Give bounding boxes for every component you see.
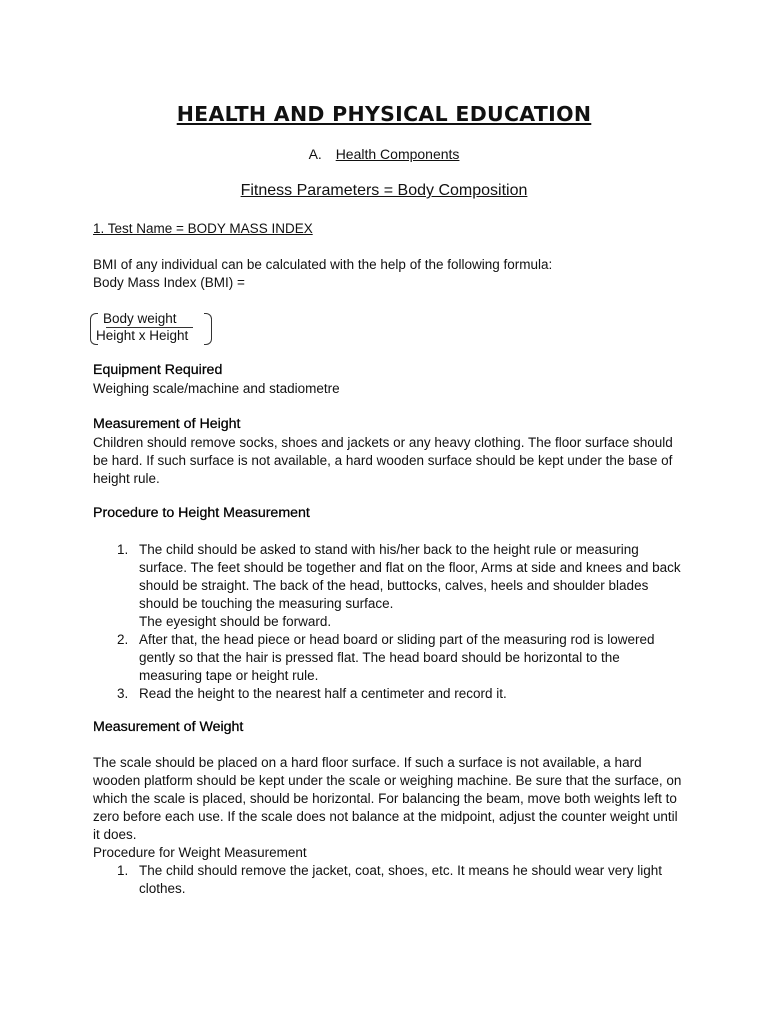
list-item <box>93 685 683 703</box>
weight-measurement-text: The scale should be placed on a hard floor surface. If such a surface is not available, a hard wooden platform should be kept under the scale or weighing machine. Be sure that the surface, on which the scale is placed, should be horizontal. For balancing the beam, move both weights left to zero before each use. If the scale does not balance at the midpoint, adjust the counter weight until it does. <box>93 755 682 842</box>
list-item-text: Read the height to the nearest half a centimeter and record it. <box>139 686 507 701</box>
list-item-text: The child should be asked to stand with his/her back to the height rule or measuring surface. The feet should be together and flat on the floor, Arms at side and knees and back should be straight. The back of the head, buttocks, calves, heels and shoulder blades should be touching the measuring surface. <box>139 542 681 611</box>
list-item <box>93 541 683 631</box>
formula-denominator: Height x Height <box>96 328 189 343</box>
list-item <box>93 862 683 898</box>
equipment-text: Weighing scale/machine and stadiometre <box>93 381 340 396</box>
list-item-extra: The eyesight should be forward. <box>139 614 332 629</box>
fitness-parameters-line: Fitness Parameters = Body Composition <box>240 182 528 199</box>
height-procedure-list <box>93 541 683 703</box>
weight-measurement-heading: Measurement of Weight <box>93 719 244 735</box>
bmi-intro-line1: BMI of any individual can be calculated with the help of the following formula: <box>93 257 553 272</box>
height-measurement-heading: Measurement of Height <box>93 416 241 432</box>
list-item-number: 3. <box>117 686 129 701</box>
weight-procedure-list <box>93 862 683 898</box>
list-item-text: After that, the head piece or head board or sliding part of the measuring rod is lowered gently so that the hair is pressed flat. The head board should be horizontal to the measuring tape or height rule. <box>139 632 655 683</box>
list-item-text: The child should remove the jacket, coat, shoes, etc. It means he should wear very light clothes. <box>139 863 663 896</box>
section-a-heading <box>0 146 768 162</box>
bmi-intro-line2: Body Mass Index (BMI) = <box>93 275 245 290</box>
list-item <box>93 631 683 685</box>
formula-right-bracket <box>204 313 212 345</box>
section-a-letter: A. <box>308 146 322 162</box>
section-a-label: Health Components <box>335 146 460 162</box>
list-item-number: 1. <box>117 542 129 557</box>
formula-numerator: Body weight <box>103 311 177 326</box>
test-name: 1. Test Name = BODY MASS INDEX <box>93 221 313 236</box>
equipment-heading: Equipment Required <box>93 362 223 378</box>
list-item-number: 2. <box>117 632 129 647</box>
weight-procedure-label: Procedure for Weight Measurement <box>93 845 307 860</box>
height-measurement-text: Children should remove socks, shoes and jackets or any heavy clothing. The floor surface should be hard. If such surface is not available, a hard wooden surface should be kept under the base of height rule. <box>93 435 673 486</box>
list-item-number: 1. <box>117 863 129 878</box>
document-title: HEALTH AND PHYSICAL EDUCATION <box>176 102 592 126</box>
height-procedure-heading: Procedure to Height Measurement <box>93 505 310 521</box>
bmi-formula <box>90 311 212 345</box>
